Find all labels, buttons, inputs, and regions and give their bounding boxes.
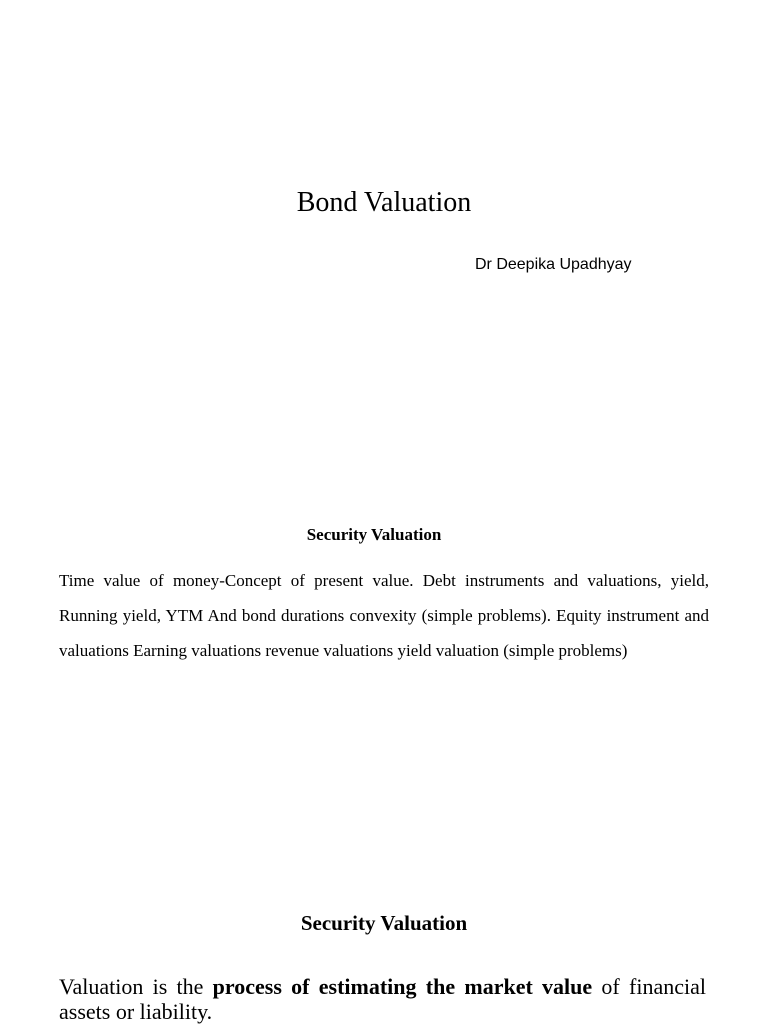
valuation-definition — [59, 974, 706, 1024]
syllabus-paragraph: Time value of money-Concept of present value. Debt instruments and valuations, yield, Running yield, YTM And bond durations convexity (simple problems). Equity instrument and valuations Earning valuations revenue valuations yield valuation (simple problems) — [59, 571, 709, 660]
definition-suffix: of financial assets or liability. — [59, 974, 706, 1024]
definition-prefix: Valuation is the — [59, 974, 213, 999]
section-heading-security-valuation: Security Valuation — [306, 525, 442, 544]
definition-emphasis: process of estimating the market value — [212, 974, 593, 999]
document-title: Bond Valuation — [296, 187, 472, 218]
author-name: Dr Deepika Upadhyay — [475, 256, 632, 273]
section-heading-security-valuation-2: Security Valuation — [300, 911, 468, 935]
